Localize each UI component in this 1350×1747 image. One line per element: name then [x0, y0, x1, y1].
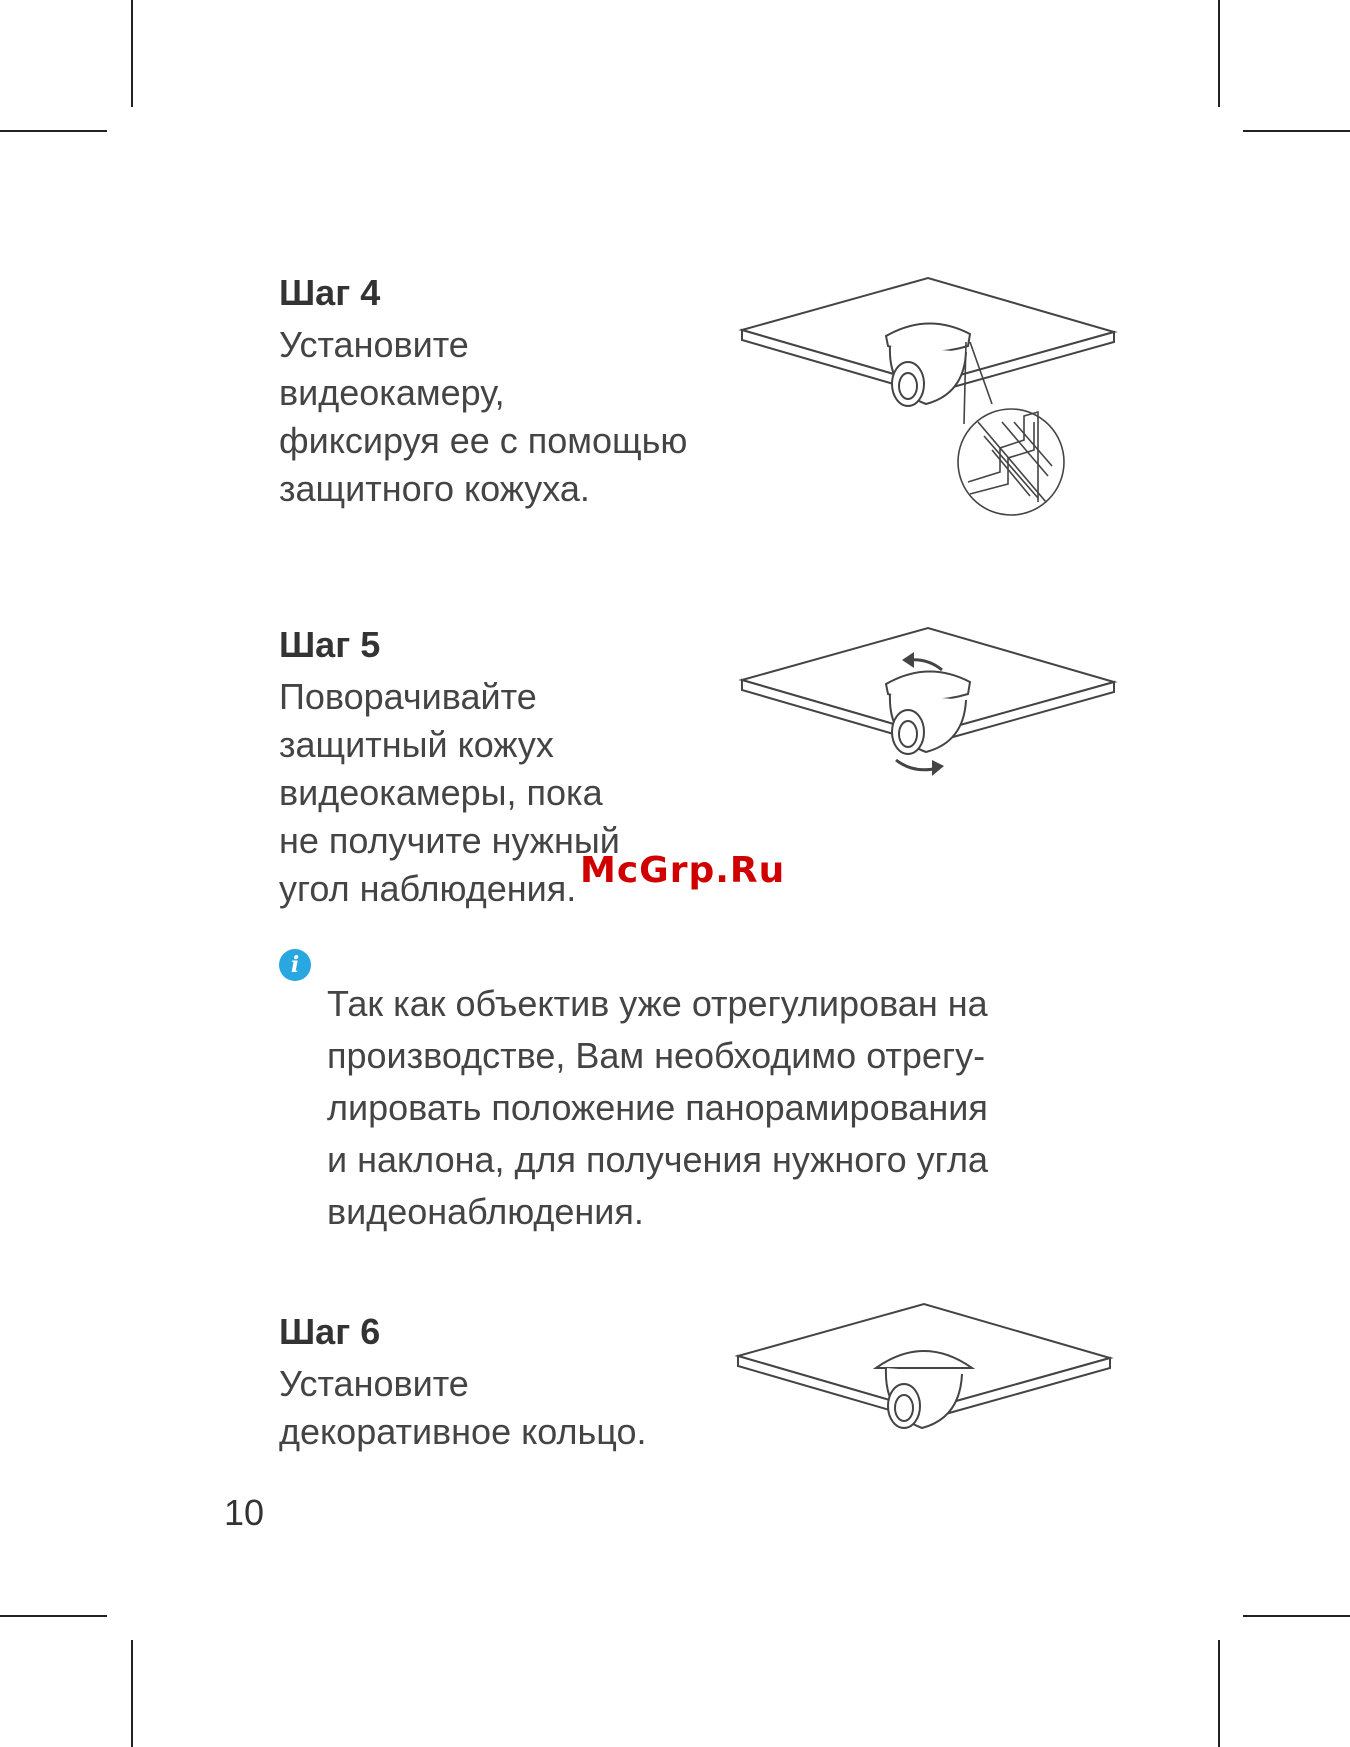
dome-camera-icon [886, 323, 970, 406]
info-note-line: Так как объектив уже отрегулирован на [327, 983, 988, 1024]
crop-mark-bottom-left-horizontal [0, 1615, 107, 1617]
step-5-line: Поворачивайте [279, 676, 537, 717]
watermark: McGrp.Ru [580, 850, 786, 891]
crop-mark-bottom-left-vertical [131, 1640, 133, 1747]
step-4-line: фиксируя ее с помощью [279, 420, 688, 461]
crop-mark-bottom-right-horizontal [1243, 1615, 1350, 1617]
step-4 [279, 269, 687, 513]
step-4-title: Шаг 4 [279, 272, 381, 313]
step-5-illustration [738, 622, 1118, 782]
info-note [279, 942, 1099, 1274]
step-4-line: видеокамеру, [279, 372, 505, 413]
crop-mark-top-right-horizontal [1243, 130, 1350, 132]
step-5-title: Шаг 5 [279, 624, 381, 665]
dome-camera-icon [876, 1351, 972, 1428]
step-6 [279, 1308, 647, 1456]
step-5-line: не получите нужный [279, 820, 620, 861]
page-number: 10 [224, 1492, 265, 1533]
step-4-text [279, 321, 687, 513]
step-6-illustration [734, 1298, 1114, 1458]
info-note-text [327, 978, 1099, 1238]
step-4-line: Установите [279, 324, 469, 365]
crop-mark-top-right-vertical [1218, 0, 1220, 107]
step-5 [279, 621, 620, 913]
step-5-text [279, 673, 620, 913]
step-5-line: угол наблюдения. [279, 868, 577, 909]
step-5-line: защитный кожух [279, 724, 554, 765]
step-6-text [279, 1360, 647, 1456]
step-5-line: видеокамеры, пока [279, 772, 603, 813]
crop-mark-top-left-vertical [131, 0, 133, 107]
info-icon: i [279, 949, 311, 981]
info-note-line: и наклона, для получения нужного угла [327, 1139, 989, 1180]
step-6-line: декоративное кольцо. [279, 1411, 647, 1452]
info-note-line: производстве, Вам необходимо отрегу- [327, 1035, 986, 1076]
dome-camera-icon [886, 671, 970, 754]
step-6-title: Шаг 6 [279, 1311, 381, 1352]
info-note-line: лировать положение панорамирования [327, 1087, 988, 1128]
crop-mark-bottom-right-vertical [1218, 1640, 1220, 1747]
info-note-line: видеонаблюдения. [327, 1191, 644, 1232]
step-6-line: Установите [279, 1363, 469, 1404]
crop-mark-top-left-horizontal [0, 130, 107, 132]
step-4-line: защитного кожуха. [279, 468, 590, 509]
step-4-illustration [738, 272, 1118, 522]
